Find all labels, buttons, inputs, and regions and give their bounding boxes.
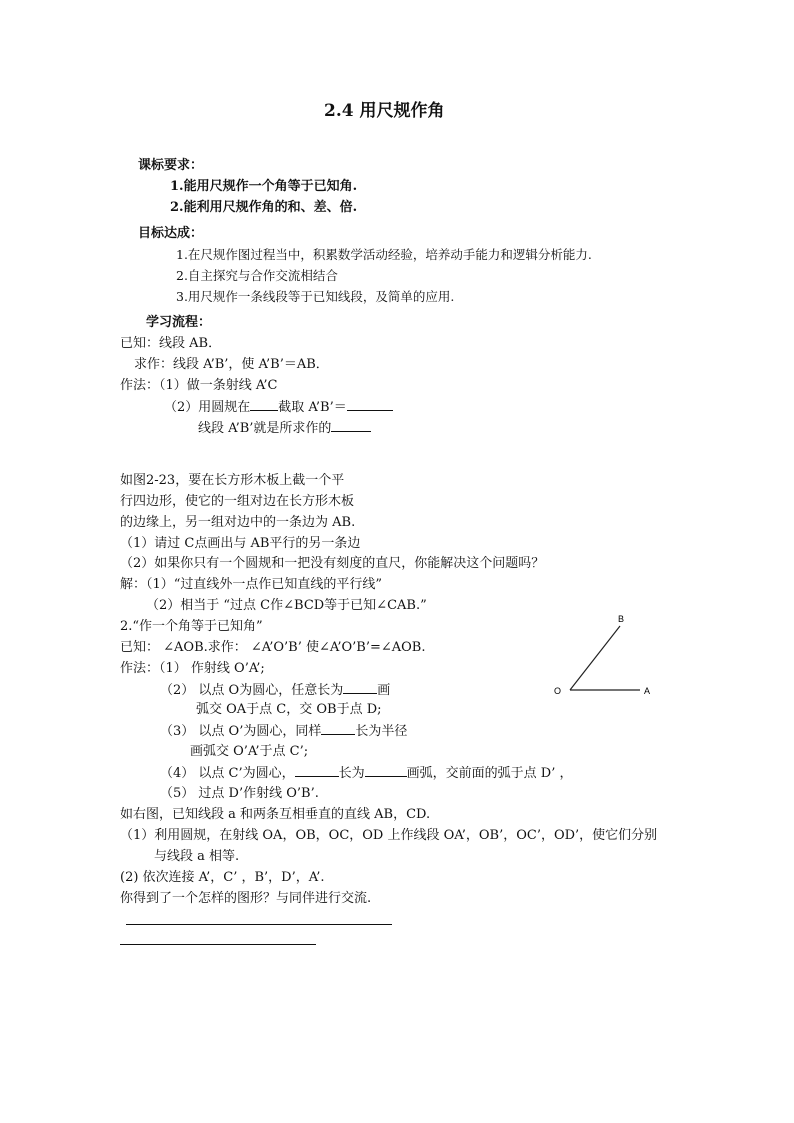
angle-step-3-cont: 画弧交 O’A’于点 C’; — [190, 744, 309, 759]
step-text: 画弧，交前面的弧于点 D’ ， — [406, 766, 573, 781]
method-step-2 — [164, 398, 393, 417]
fill-blank[interactable] — [250, 398, 278, 411]
step-text: 长为 — [338, 766, 365, 781]
fill-blank[interactable] — [365, 764, 407, 777]
problem-text: 如图2-23，要在长方形木板上截一个平 — [120, 473, 345, 488]
fill-blank[interactable] — [295, 764, 339, 777]
point-a-label: A — [644, 686, 651, 696]
problem-text: 行四边形，使它的一组对边在长方形木板 — [120, 494, 355, 509]
solution-1: 解：（1）“过直线外一点作已知直线的平行线” — [120, 577, 383, 592]
angle-figure — [540, 610, 670, 710]
kebiao-item: 2.能利用尺规作角的和、差、倍. — [170, 200, 358, 215]
method-conclusion — [198, 419, 371, 438]
liucheng-heading: 学习流程： — [146, 315, 212, 330]
construct-line: 求作：线段 A’B’，使 A’B’＝AB． — [134, 357, 329, 372]
step-text: （2）用圆规在 — [164, 400, 251, 415]
angle-step-2 — [160, 681, 390, 700]
step-text: （4） 以点 C’为圆心， — [160, 766, 295, 781]
mubiao-item: 2.自主探究与合作交流相结合 — [176, 268, 338, 283]
problem-text: 的边缘上，另一组对边中的一条边为 AB. — [120, 515, 356, 530]
fill-blank[interactable] — [331, 419, 371, 432]
given-line: 已知：线段 AB． — [120, 336, 222, 351]
answer-line[interactable] — [120, 944, 316, 945]
point-b-label: B — [618, 614, 625, 624]
mubiao-item: 3.用尺规作一条线段等于已知线段，及简单的应用. — [176, 289, 455, 304]
section-heading: 2.“作一个角等于已知角” — [120, 619, 263, 634]
step-text: 线段 A’B’就是所求作的 — [198, 421, 332, 436]
solution-2: （2）相当于 “过点 C作∠BCD等于已知∠CAB.” — [146, 598, 427, 613]
method-step-1: 作法：（1）做一条射线 A’C — [120, 378, 278, 393]
problem-question-2: (2) 依次连接 A’，C’ ，B’，D’，A’. — [120, 870, 325, 885]
angle-step-5: （5） 过点 D’作射线 O’B’. — [160, 786, 319, 801]
fill-blank[interactable] — [321, 722, 355, 735]
answer-line[interactable] — [126, 924, 392, 925]
step-text: 画 — [377, 683, 391, 698]
given-angle: 已知： ∠AOB.求作： ∠A’O’B’ 使∠A’O’B’=∠AOB. — [120, 640, 426, 655]
problem-question-1: （1）利用圆规，在射线 OA，OB，OC，OD 上作线段 OA’，OB’，OC’，OD’，使它们分别 — [120, 828, 658, 843]
step-text: （3） 以点 O’为圆心，同样 — [160, 724, 322, 739]
kebiao-heading: 课标要求： — [138, 158, 204, 173]
page-title: 2.4 用尺规作角 — [324, 101, 445, 121]
problem-question-1: （1）请过 C点画出与 AB平行的另一条边 — [120, 536, 361, 551]
angle-step-2-cont: 弧交 OA于点 C，交 OB于点 D; — [196, 702, 382, 717]
angle-step-4 — [160, 764, 572, 783]
angle-step-3 — [160, 722, 407, 741]
problem-question-2: （2）如果你只有一个圆规和一把没有刻度的直尺，你能解决这个问题吗？ — [120, 556, 545, 571]
mubiao-item: 1.在尺规作图过程当中，积累数学活动经验，培养动手能力和逻辑分析能力. — [176, 247, 592, 262]
kebiao-item: 1.能用尺规作一个角等于已知角. — [170, 179, 358, 194]
step-text: 截取 A’B’＝ — [278, 400, 347, 415]
problem-text: 如右图，已知线段 a 和两条互相垂直的直线 AB，CD. — [120, 807, 431, 822]
step-text: （2） 以点 O为圆心，任意长为 — [160, 683, 344, 698]
discussion-prompt: 你得到了一个怎样的图形？与同伴进行交流. — [120, 891, 372, 906]
problem-question-1-cont: 与线段 a 相等. — [154, 849, 240, 864]
fill-blank[interactable] — [343, 681, 377, 694]
fill-blank[interactable] — [347, 398, 393, 411]
ray-ob — [570, 626, 620, 690]
step-text: 长为半径 — [355, 724, 408, 739]
mubiao-heading: 目标达成： — [138, 226, 204, 241]
point-o-label: O — [554, 686, 562, 696]
angle-step-1: 作法：（1） 作射线 O’A’; — [120, 661, 265, 676]
